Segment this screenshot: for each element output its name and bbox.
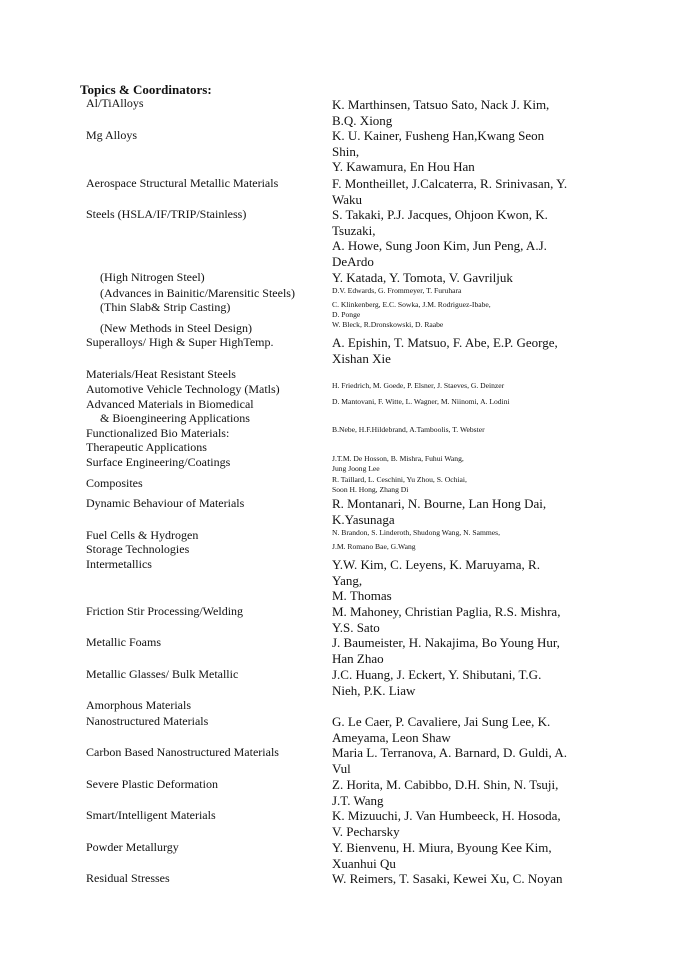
- coordinators-text: Maria L. Terranova, A. Barnard, D. Guldi, A. Vul: [332, 745, 567, 776]
- topic-label: Composites: [86, 476, 143, 490]
- coordinators-text: F. Montheillet, J.Calcaterra, R. Srinivasan, Y. Waku: [332, 176, 568, 207]
- topic-label: Carbon Based Nanostructured Materials: [86, 745, 279, 759]
- coordinators-text: K. U. Kainer, Fusheng Han,Kwang Seon Shin, Y. Kawamura, En Hou Han: [332, 128, 545, 174]
- topic-label: & Bioengineering Applications: [100, 411, 250, 425]
- topic-label: Residual Stresses: [86, 871, 170, 885]
- topic-label: Advanced Materials in Biomedical: [86, 397, 254, 411]
- coordinators-text: J.M. Romano Bae, G.Wang: [332, 542, 416, 551]
- coordinators-text: H. Friedrich, M. Goede, P. Elsner, J. Staeves, G. Deinzer: [332, 381, 505, 390]
- topic-label: Aerospace Structural Metallic Materials: [86, 176, 279, 190]
- topic-label: (Advances in Bainitic/Marensitic Steels): [100, 286, 295, 300]
- coordinators-text: Y.W. Kim, C. Leyens, K. Maruyama, R. Yang, M. Thomas: [332, 557, 540, 603]
- coordinators-text: B.Nebe, H.F.Hildebrand, A.Tamboolis, T. Webster: [332, 425, 485, 434]
- coordinators-text: K. Mizuuchi, J. Van Humbeeck, H. Hosoda, V. Pecharsky: [332, 808, 561, 839]
- coordinators-text: R. Montanari, N. Bourne, Lan Hong Dai, K.Yasunaga: [332, 496, 547, 527]
- topic-label: Nanostructured Materials: [86, 714, 209, 728]
- topic-label: Intermetallics: [86, 557, 152, 571]
- coordinators-text: M. Mahoney, Christian Paglia, R.S. Mishra, Y.S. Sato: [332, 604, 561, 635]
- topic-label: Dynamic Behaviour of Materials: [86, 496, 245, 510]
- coordinators-text: W. Bleck, R.Dronskowski, D. Raabe: [332, 320, 444, 329]
- topic-label: Smart/Intelligent Materials: [86, 808, 216, 822]
- topic-label: (Thin Slab& Strip Casting): [100, 300, 231, 314]
- coordinators-text: J.T.M. De Hosson, B. Mishra, Fuhui Wang, Jung Joong Lee: [332, 454, 464, 473]
- topic-label: Steels (HSLA/IF/TRIP/Stainless): [86, 207, 247, 221]
- topic-label: Severe Plastic Deformation: [86, 777, 218, 791]
- coordinators-text: Y. Bienvenu, H. Miura, Byoung Kee Kim, Xuanhui Qu: [332, 840, 552, 871]
- topic-label: (New Methods in Steel Design): [100, 321, 252, 335]
- coordinators-text: J.C. Huang, J. Eckert, Y. Shibutani, T.G. Nieh, P.K. Liaw: [332, 667, 542, 698]
- topic-label: Surface Engineering/Coatings: [86, 455, 231, 469]
- topic-label: Metallic Glasses/ Bulk Metallic: [86, 667, 239, 681]
- topic-label: Superalloys/ High & Super HighTemp.: [86, 335, 274, 349]
- topic-label: Friction Stir Processing/Welding: [86, 604, 244, 618]
- coordinators-text: S. Takaki, P.J. Jacques, Ohjoon Kwon, K. Tsuzaki, A. Howe, Sung Joon Kim, Jun Peng, A.J. DeArdo: [332, 207, 548, 269]
- coordinators-text: Y. Katada, Y. Tomota, V. Gavriljuk: [332, 270, 513, 285]
- coordinators-text: R. Taillard, L. Ceschini, Yu Zhou, S. Ochiai, Soon H. Hong, Zhang Di: [332, 475, 467, 494]
- coordinators-text: D. Mantovani, F. Witte, L. Wagner, M. Niinomi, A. Lodini: [332, 397, 510, 406]
- topic-label: Powder Metallurgy: [86, 840, 179, 854]
- topic-label: Mg Alloys: [86, 128, 138, 142]
- topic-label: Materials/Heat Resistant Steels: [86, 367, 236, 381]
- coordinators-text: W. Reimers, T. Sasaki, Kewei Xu, C. Noyan: [332, 871, 563, 886]
- coordinators-text: Z. Horita, M. Cabibbo, D.H. Shin, N. Tsuji, J.T. Wang: [332, 777, 559, 808]
- coordinators-text: J. Baumeister, H. Nakajima, Bo Young Hur, Han Zhao: [332, 635, 560, 666]
- coordinators-text: N. Brandon, S. Linderoth, Shudong Wang, N. Sammes,: [332, 528, 500, 537]
- coordinators-text: D.V. Edwards, G. Frommeyer, T. Furuhara: [332, 286, 462, 295]
- topic-label: Fuel Cells & Hydrogen: [86, 528, 199, 542]
- topic-label: Storage Technologies: [86, 542, 190, 556]
- topic-label: Metallic Foams: [86, 635, 161, 649]
- coordinators-text: A. Epishin, T. Matsuo, F. Abe, E.P. George, Xishan Xie: [332, 335, 558, 366]
- topic-label: Al/TiAlloys: [86, 96, 144, 110]
- topic-label: Functionalized Bio Materials:: [86, 426, 230, 440]
- topic-label: (High Nitrogen Steel): [100, 270, 205, 284]
- topic-label: Amorphous Materials: [86, 698, 191, 712]
- topic-label: Therapeutic Applications: [86, 440, 207, 454]
- topic-label: Automotive Vehicle Technology (Matls): [86, 382, 280, 396]
- coordinators-text: C. Klinkenberg, E.C. Sowka, J.M. Rodriguez-Ibabe, D. Ponge: [332, 300, 491, 319]
- section-heading: Topics & Coordinators:: [80, 82, 212, 97]
- coordinators-text: K. Marthinsen, Tatsuo Sato, Nack J. Kim, B.Q. Xiong: [332, 97, 550, 128]
- coordinators-text: G. Le Caer, P. Cavaliere, Jai Sung Lee, K. Ameyama, Leon Shaw: [332, 714, 551, 745]
